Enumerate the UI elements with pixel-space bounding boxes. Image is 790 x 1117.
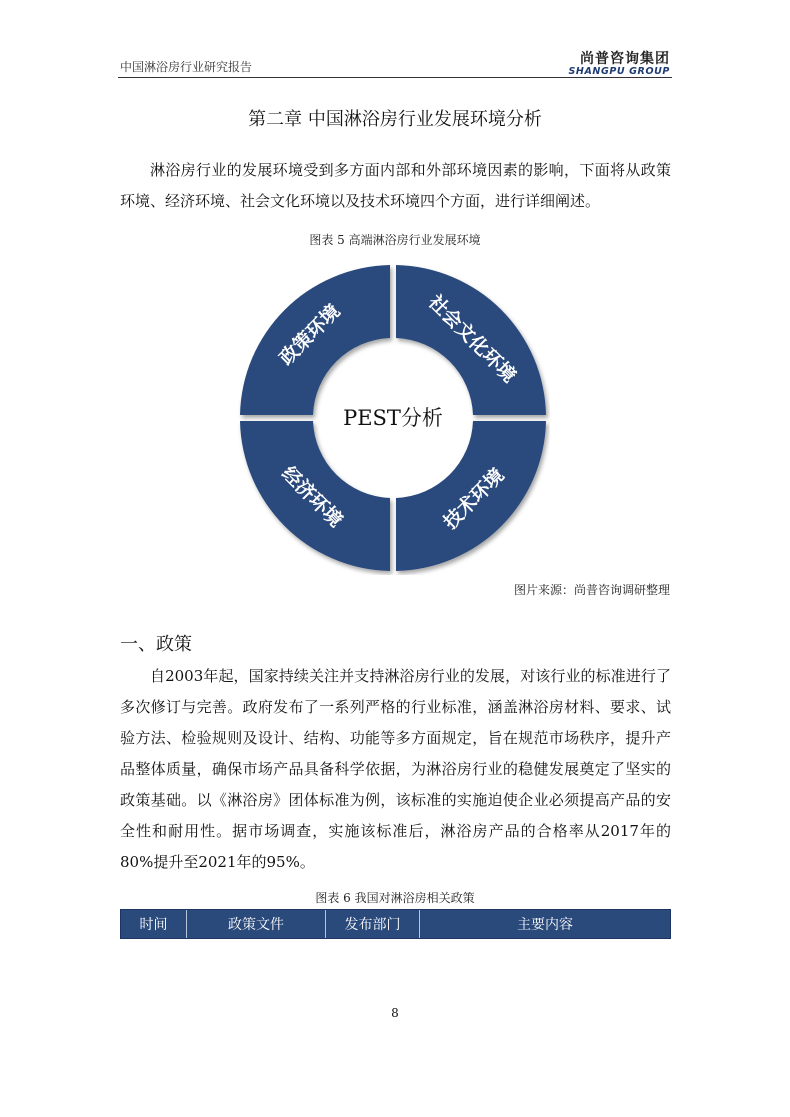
page-number: 8 [391,1006,399,1020]
pest-center-label: PEST分析 [343,406,443,430]
table-header-issuing-department: 发布部门 [326,910,420,938]
table-header-main-content: 主要内容 [517,917,573,933]
pest-label-tech: 技术环境 [439,464,509,534]
pest-label-social: 社会文化环境 [423,290,521,388]
figure-6-caption: 图表 6 我国对淋浴房相关政策 [315,891,475,905]
figure-5-source: 图片来源：尚普咨询调研整理 [513,583,670,597]
pest-diagram [236,261,550,575]
logo-en-text: SHANGPU GROUP [568,66,670,77]
chapter-title: 第二章 中国淋浴房行业发展环境分析 [248,109,542,130]
table-header-time: 时间 [121,910,187,938]
header-divider [118,77,672,78]
logo-cn-text: 尚普咨询集团 [580,51,670,67]
section-1-paragraph: 自2003年起，国家持续关注并支持淋浴房行业的发展，对该行业的标准进行了多次修订与完善。政府发布了一系列严格的行业标准，涵盖淋浴房材料、要求、试验方法、检验规则及设计、结构、功能等多方面规定，旨在规范市场秩序，提升产品整体质量，确保市场产品具备科学依据，为淋浴房行业的稳健发展奠定了坚实的政策基础。以《淋浴房》团体标准为例，该标准的实施迫使企业必须提高产品的安全性和耐用性。据市场调查，实施该标准后，淋浴房产品的合格率从2017年的80%提升至2021年的95%。 [120,667,671,871]
pest-label-economic: 经济环境 [277,462,347,532]
header-report-title: 中国淋浴房行业研究报告 [120,60,253,74]
company-logo [568,52,670,77]
pest-label-policy: 政策环境 [275,300,345,370]
policy-table-header [120,909,671,939]
table-header-policy-document: 政策文件 [187,910,326,938]
intro-paragraph: 淋浴房行业的发展环境受到多方面内部和外部环境因素的影响，下面将从政策环境、经济环境、社会文化环境以及技术环境四个方面，进行详细阐述。 [120,161,671,210]
figure-5-caption: 图表 5 高端淋浴房行业发展环境 [309,233,481,247]
section-1-title: 一、政策 [120,634,192,655]
